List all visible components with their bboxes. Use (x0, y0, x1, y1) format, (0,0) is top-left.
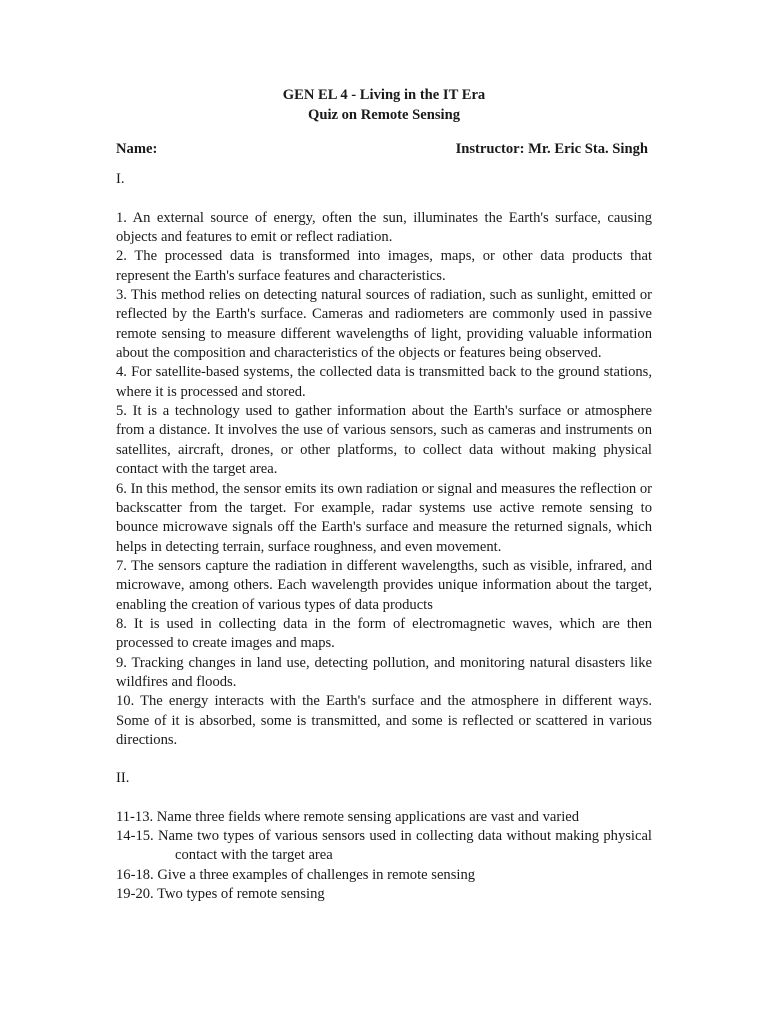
course-title: GEN EL 4 - Living in the IT Era (282, 87, 486, 103)
question-item: 7. The sensors capture the radiation in different wavelengths, such as visible, infrared, and microwave, among others. Each wavelength provides unique information about the target, enabling the creation of various types of data products (116, 557, 652, 613)
question-item: 9. Tracking changes in land use, detecting pollution, and monitoring natural disasters like wildfires and floods. (116, 654, 652, 690)
section-two-label: II. (116, 770, 130, 787)
question-item: 11-13. Name three fields where remote sensing applications are vast and varied (116, 808, 580, 825)
section-one-label: I. (116, 171, 125, 188)
question-item: 3. This method relies on detecting natural sources of radiation, such as sunlight, emitted or reflected by the Earth's surface. Cameras and radiometers are commonly used in passive remote sensing to measure different wavelengths of light, providing valuable information about the composition and characteristics of the objects or features being observed. (116, 287, 652, 362)
quiz-document (116, 86, 652, 904)
question-item: 2. The processed data is transformed into images, maps, or other data products that represent the Earth's surface features and characteristics. (116, 248, 652, 284)
quiz-title: Quiz on Remote Sensing (307, 106, 461, 123)
question-item: 14-15. Name two types of various sensors used in collecting data without making physical contact with the target area (116, 828, 652, 864)
question-item: 16-18. Give a three examples of challenges in remote sensing (116, 866, 476, 883)
question-item: 8. It is used in collecting data in the form of electromagnetic waves, which are then processed to create images and maps. (116, 615, 652, 652)
section-two-items (116, 808, 652, 905)
question-item: 10. The energy interacts with the Earth's surface and the atmosphere in different ways. Some of it is absorbed, some is transmitted, and some is reflected or scattered in various directions. (116, 693, 652, 748)
question-item: 6. In this method, the sensor emits its own radiation or signal and measures the reflection or backscatter from the target. For example, radar systems use active remote sensing to bounce microwave signals off the Earth's surface and measure the returned signals, which helps in detecting terrain, surface roughness, and even movement. (116, 480, 652, 555)
section-one-items (116, 209, 652, 751)
instructor-label: Instructor: Mr. Eric Sta. Singh (455, 141, 648, 157)
question-item: 5. It is a technology used to gather information about the Earth's surface or atmosphere from a distance. It involves the use of various sensors, such as cameras and instruments on satellites, aircraft, drones, or other platforms, to collect data without making physical contact with the target area. (116, 403, 652, 478)
question-item: 1. An external source of energy, often the sun, illuminates the Earth's surface, causing objects and features to emit or reflect radiation. (116, 209, 652, 246)
question-item: 4. For satellite-based systems, the collected data is transmitted back to the ground stations, where it is processed and stored. (116, 364, 652, 400)
name-instructor-row (116, 140, 652, 159)
name-label: Name: (116, 141, 158, 157)
question-item: 19-20. Two types of remote sensing (116, 886, 325, 903)
